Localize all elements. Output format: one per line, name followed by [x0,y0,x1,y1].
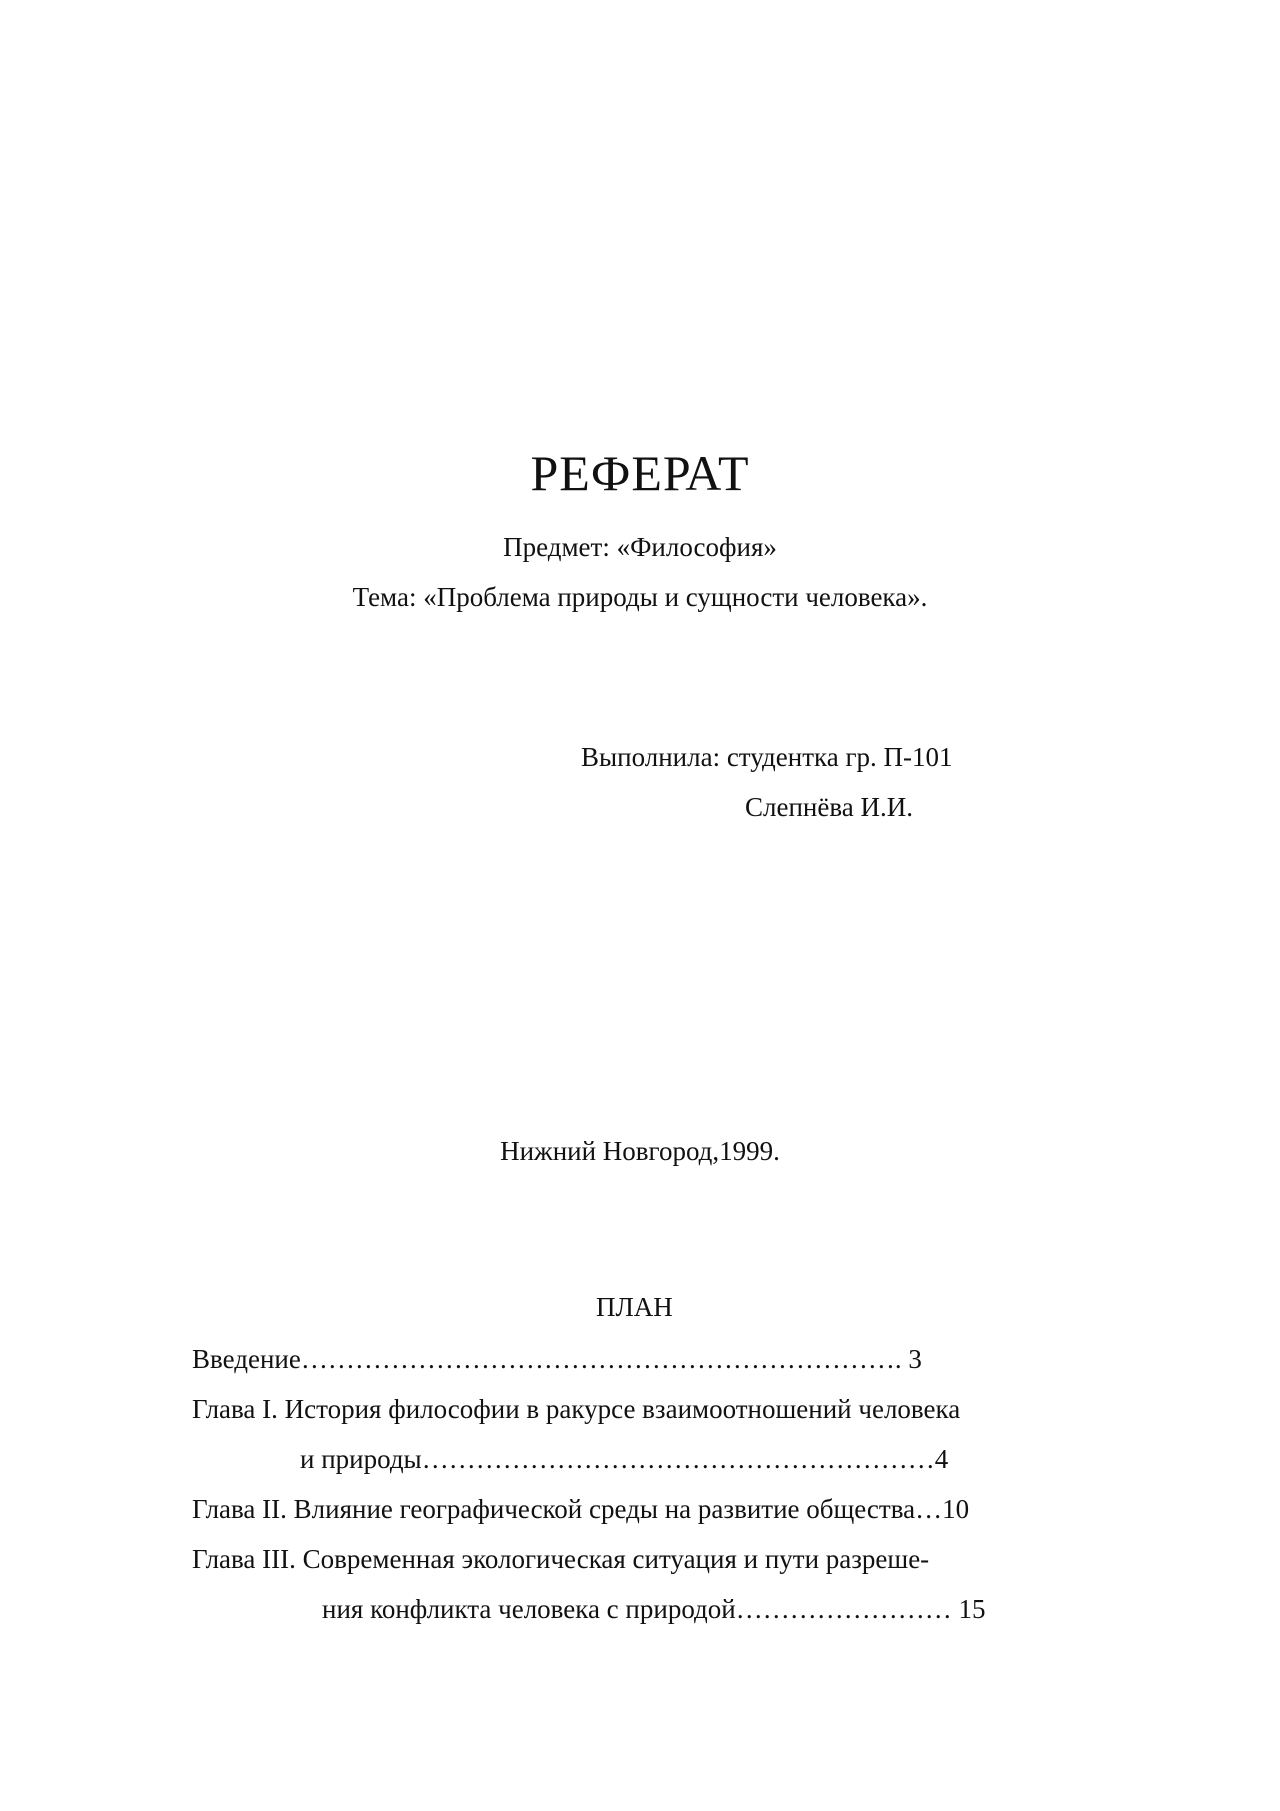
city-year-line: Нижний Новгород,1999. [500,1136,780,1166]
subject-line: Предмет: «Философия» [503,532,777,562]
plan-title: ПЛАН [596,1292,673,1322]
author-role-line: Выполнила: студентка гр. П-101 [581,742,953,772]
toc-entry-introduction: Введение…………………………………………………………. 3 [192,1344,922,1374]
author-name-line: Слепнёва И.И. [745,792,913,822]
toc-entry-chapter-2: Глава II. Влияние географической среды на развитие общества…10 [192,1494,970,1524]
document-title: РЕФЕРАТ [530,445,750,501]
toc-entry-chapter-1-line-1: Глава I. История философии в ракурсе взаимоотношений человека [192,1394,961,1424]
topic-line: Тема: «Проблема природы и сущности человека». [352,582,928,612]
toc-entry-chapter-1-line-2: и природы…………………………………………………4 [300,1444,949,1474]
toc-entry-chapter-3-line-2: ния конфликта человека с природой…………………… 15 [322,1594,986,1624]
toc-entry-chapter-3-line-1: Глава III. Современная экологическая ситуация и пути разреше- [192,1544,930,1574]
